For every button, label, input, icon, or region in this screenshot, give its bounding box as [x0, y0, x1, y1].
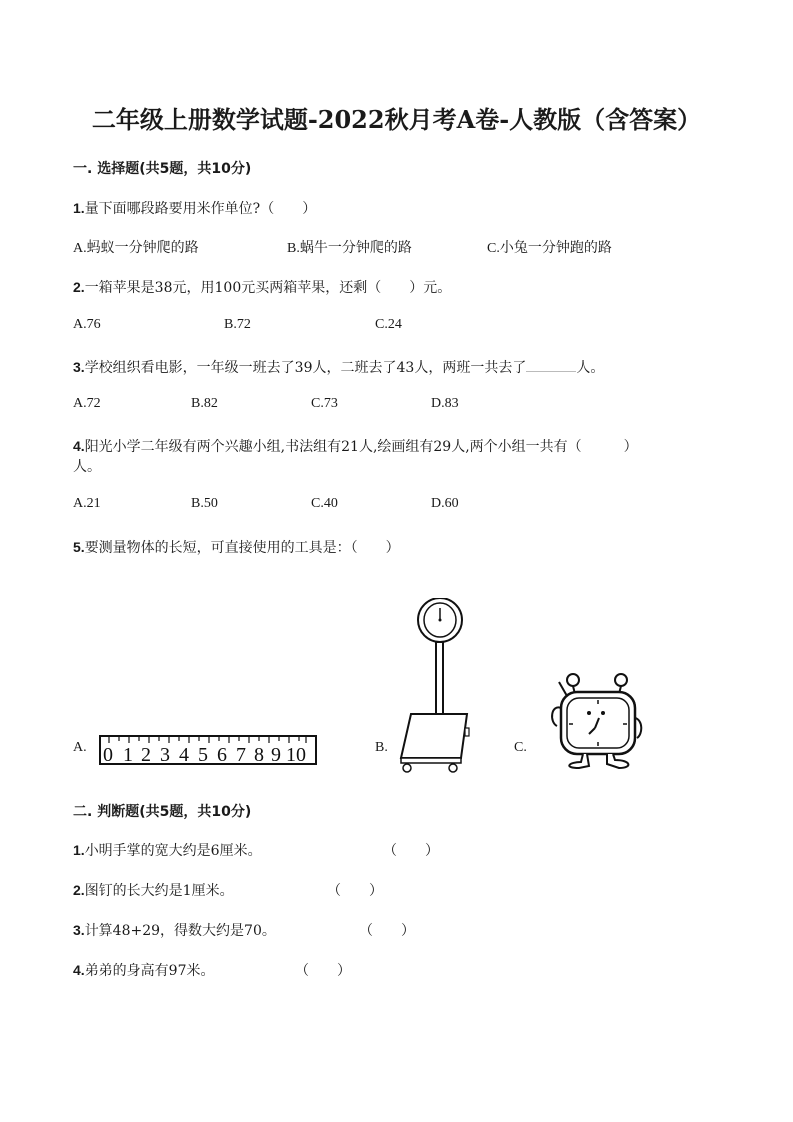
option-a: A.21 — [73, 496, 101, 511]
option-b: B.72 — [224, 317, 251, 332]
section-heading-choice: 一. 选择题(共5题，共10分) — [73, 161, 252, 177]
svg-text:9: 9 — [271, 744, 281, 765]
svg-text:3: 3 — [160, 744, 170, 765]
question-number: 2. — [73, 882, 85, 898]
option-a: A.72 — [73, 396, 101, 411]
option-c-label: C. — [514, 740, 527, 755]
svg-text:4: 4 — [179, 744, 189, 765]
question-text-end: 人。 — [576, 360, 605, 376]
question-3 — [73, 357, 604, 377]
question-4 — [73, 436, 638, 456]
judgment-question-4 — [73, 960, 215, 980]
svg-text:5: 5 — [198, 744, 208, 765]
option-c: C.73 — [311, 396, 338, 411]
option-c: C.24 — [375, 317, 402, 332]
question-number: 1. — [73, 842, 85, 858]
option-b-label: B. — [375, 740, 388, 755]
question-2 — [73, 277, 451, 297]
option-a: A.蚂蚁一分钟爬的路 — [73, 241, 199, 256]
question-number: 3. — [73, 922, 85, 938]
ruler-image — [99, 735, 317, 765]
question-text: 一箱苹果是38元，用100元买两箱苹果，还剩（ ）元。 — [84, 280, 452, 296]
svg-text:2: 2 — [141, 744, 151, 765]
answer-blank — [526, 359, 576, 372]
svg-text:1: 1 — [123, 744, 133, 765]
question-text: 弟弟的身高有97米。 — [84, 963, 215, 979]
option-b: B.82 — [191, 396, 218, 411]
option-c: C.40 — [311, 496, 338, 511]
svg-text:10: 10 — [286, 744, 306, 765]
svg-text:7: 7 — [236, 744, 246, 765]
answer-paren: （ ） — [327, 884, 383, 899]
question-text: 图钉的长大约是1厘米。 — [84, 883, 234, 899]
weighing-scale-image — [395, 598, 475, 776]
document-title: 二年级上册数学试题-2022秋月考A卷-人教版（含答案） — [91, 105, 702, 134]
answer-paren: （ ） — [359, 924, 415, 939]
question-text: 阳光小学二年级有两个兴趣小组,书法组有21人,绘画组有29人,两个小组一共有（ ） — [84, 439, 638, 455]
option-b: B.50 — [191, 496, 218, 511]
option-a-label: A. — [73, 740, 87, 755]
question-text: 学校组织看电影，一年级一班去了39人，二班去了43人，两班一共去了 — [84, 360, 527, 376]
question-number: 1. — [73, 200, 85, 216]
svg-text:6: 6 — [217, 744, 227, 765]
question-text: 要测量物体的长短，可直接使用的工具是：（ ） — [84, 540, 400, 556]
question-number: 3. — [73, 359, 85, 375]
question-1 — [73, 198, 316, 218]
judgment-question-1 — [73, 840, 262, 860]
question-number: 4. — [73, 962, 85, 978]
question-text: 小明手掌的宽大约是6厘米。 — [84, 843, 262, 859]
judgment-question-3 — [73, 920, 276, 940]
question-5 — [73, 537, 400, 557]
option-c: C.小兔一分钟跑的路 — [487, 241, 612, 256]
answer-paren: （ ） — [295, 964, 351, 979]
alarm-clock-image — [543, 668, 653, 772]
svg-text:0: 0 — [103, 744, 113, 765]
question-4-line2: 人。 — [73, 459, 101, 475]
section-heading-judgment: 二. 判断题(共5题，共10分) — [73, 804, 252, 820]
question-number: 4. — [73, 438, 85, 454]
svg-text:8: 8 — [254, 744, 264, 765]
question-number: 5. — [73, 539, 85, 555]
judgment-question-2 — [73, 880, 234, 900]
question-number: 2. — [73, 279, 85, 295]
option-d: D.83 — [431, 396, 459, 411]
answer-paren: （ ） — [383, 844, 439, 859]
question-text: 计算48+29，得数大约是70。 — [84, 923, 276, 939]
option-d: D.60 — [431, 496, 459, 511]
option-b: B.蜗牛一分钟爬的路 — [287, 241, 412, 256]
question-text: 量下面哪段路要用米作单位?（ ） — [84, 201, 317, 217]
option-a: A.76 — [73, 317, 101, 332]
